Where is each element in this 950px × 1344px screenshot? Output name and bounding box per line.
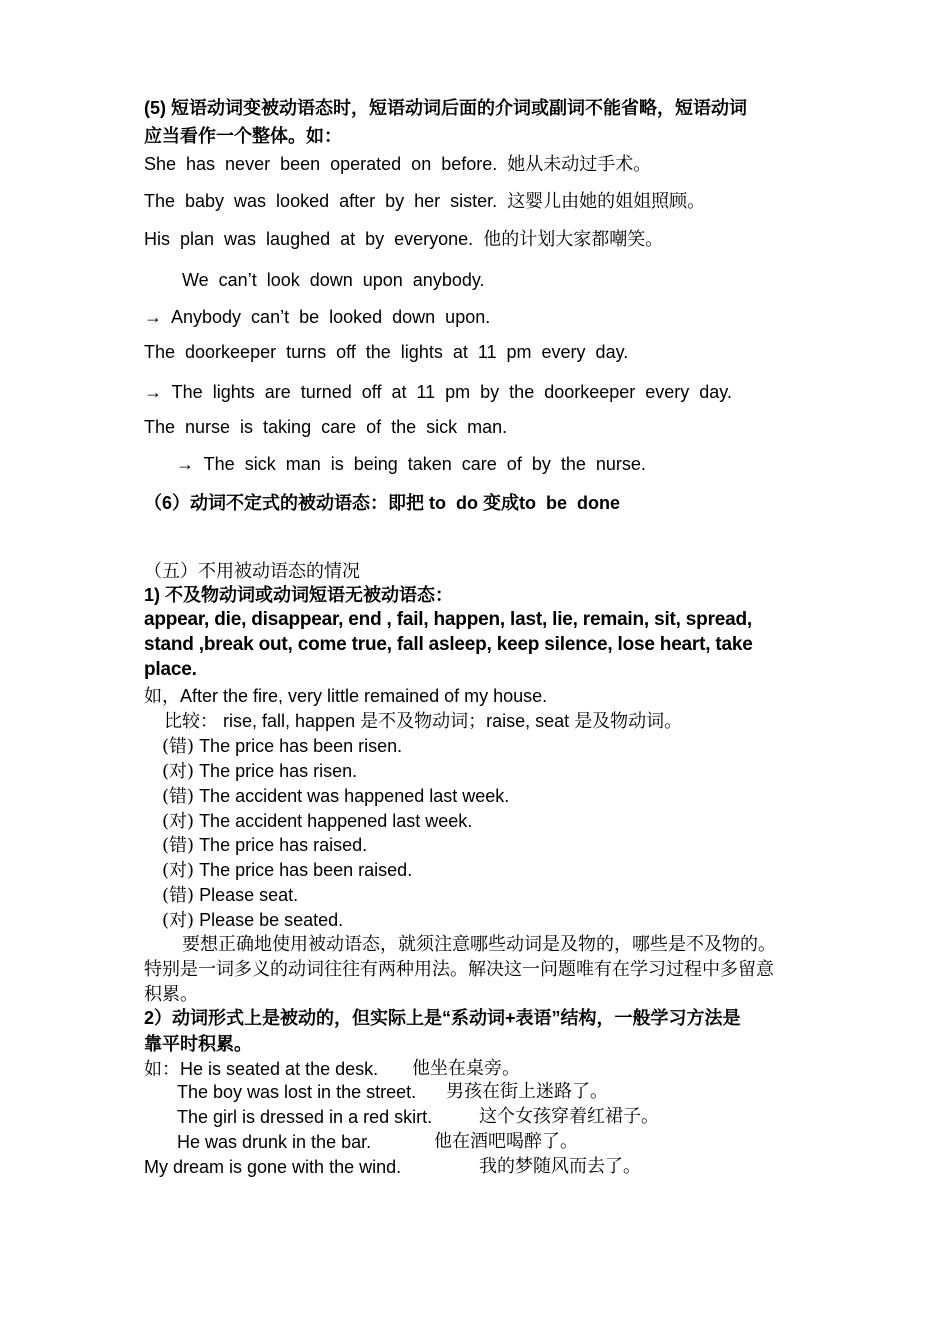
note-line: 要想正确地使用被动语态，就须注意哪些动词是及物的，哪些是不及物的。 xyxy=(182,934,776,955)
example-en: He is seated at the desk. xyxy=(180,1059,379,1079)
example-prefix: 如， xyxy=(144,686,180,707)
example-en: After the fire, very little remained of my house. xyxy=(180,686,548,706)
right-wrong-line xyxy=(162,809,472,834)
compare-cn2: 是及物动词。 xyxy=(574,711,683,732)
example-cn: 我的梦随风而去了。 xyxy=(479,1156,641,1177)
passive-sentence: → The lights are turned off at 11 pm by the doorkeeper every day. xyxy=(144,382,732,402)
example-prefix: 如： xyxy=(144,1059,180,1080)
example-cn: 他坐在桌旁。 xyxy=(412,1058,520,1079)
verb-list-line: stand ,break out, come true, fall asleep, keep silence, lose heart, take xyxy=(144,634,753,655)
right-wrong-line xyxy=(162,908,343,933)
sentence: The price has been raised. xyxy=(199,860,413,880)
passive-sentence: → The sick man is being taken care of by the nurse. xyxy=(176,454,646,474)
sentence: The price has raised. xyxy=(199,835,368,855)
example-en: The baby was looked after by her sister. xyxy=(144,191,498,211)
compare-cn1: 是不及物动词； xyxy=(360,711,487,732)
example-en: The girl is dressed in a red skirt. xyxy=(177,1107,433,1127)
point2-heading-line2: 靠平时积累。 xyxy=(144,1034,252,1054)
right-wrong-line xyxy=(162,833,367,858)
passive-sentence: → Anybody can’t be looked down upon. xyxy=(144,307,491,327)
section6-heading xyxy=(144,491,620,515)
note-line: 特别是一词多义的动词往往有两种用法。解决这一问题唯有在学习过程中多留意 xyxy=(144,959,774,980)
example-en: He was drunk in the bar. xyxy=(177,1132,372,1152)
mark-wrong: (错) xyxy=(162,835,195,856)
point1-num: 1) xyxy=(144,585,161,605)
mark-wrong: (错) xyxy=(162,885,195,906)
example-en: My dream is gone with the wind. xyxy=(144,1157,402,1177)
right-wrong-line xyxy=(162,759,357,784)
compare-en2: raise, seat xyxy=(486,711,570,731)
section6-prefix: （6）动词不定式的被动语态：即把 xyxy=(144,493,425,513)
section5-heading-num: (5) xyxy=(144,98,166,118)
example-cn: 她从未动过手术。 xyxy=(507,154,652,175)
right-wrong-line xyxy=(162,858,412,883)
example-sentence xyxy=(144,189,705,214)
sentence: The accident was happened last week. xyxy=(199,786,510,806)
section6-from: to do xyxy=(429,493,479,513)
sentence: The price has risen. xyxy=(199,761,358,781)
section5-heading-text: 短语动词变被动语态时，短语动词后面的介词或副词不能省略，短语动词 xyxy=(171,98,748,118)
right-wrong-line xyxy=(162,734,402,759)
point1-heading xyxy=(144,583,453,607)
mark-right: (对) xyxy=(162,811,195,832)
sentence: The accident happened last week. xyxy=(199,811,473,831)
mark-wrong: (错) xyxy=(162,786,195,807)
section6-to: to be done xyxy=(519,493,621,513)
example-en: She has never been operated on before. xyxy=(144,154,498,174)
point2-heading-line1: 2）动词形式上是被动的，但实际上是“系动词+表语”结构，一般学习方法是 xyxy=(144,1008,741,1028)
active-sentence: The nurse is taking care of the sick man. xyxy=(144,417,508,437)
example-sentence xyxy=(144,227,663,252)
right-wrong-line xyxy=(162,883,298,908)
note-line: 积累。 xyxy=(144,984,198,1005)
right-wrong-line xyxy=(162,784,509,809)
sentence: The price has been risen. xyxy=(199,736,403,756)
section5-heading-line1 xyxy=(144,96,747,120)
example-cn: 他的计划大家都嘲笑。 xyxy=(483,229,664,250)
active-sentence: The doorkeeper turns off the lights at 11 pm every day. xyxy=(144,342,629,362)
example-en: His plan was laughed at by everyone. xyxy=(144,229,474,249)
compare-en1: rise, fall, happen xyxy=(223,711,356,731)
compare-label: 比较： xyxy=(164,711,218,732)
mark-wrong: (错) xyxy=(162,736,195,757)
example-cn: 男孩在街上迷路了。 xyxy=(446,1081,608,1102)
mark-right: (对) xyxy=(162,761,195,782)
active-sentence: We can’t look down upon anybody. xyxy=(182,270,485,290)
verb-list-line: appear, die, disappear, end , fail, happen, last, lie, remain, sit, spread, xyxy=(144,609,752,630)
example-cn: 这婴儿由她的姐姐照顾。 xyxy=(507,191,706,212)
point1-example xyxy=(144,684,547,709)
example-sentence xyxy=(144,152,651,177)
point2-example xyxy=(144,1057,378,1082)
example-cn: 这个女孩穿着红裙子。 xyxy=(479,1106,659,1127)
compare-line xyxy=(164,709,682,734)
mark-right: (对) xyxy=(162,860,195,881)
verb-list-line: place. xyxy=(144,659,197,680)
sentence: Please be seated. xyxy=(199,910,344,930)
section5-heading-line2: 应当看作一个整体。如： xyxy=(144,126,342,146)
sentence: Please seat. xyxy=(199,885,299,905)
mark-right: (对) xyxy=(162,910,195,931)
example-cn: 他在酒吧喝醉了。 xyxy=(434,1131,578,1152)
point1-heading-text: 不及物动词或动词短语无被动语态： xyxy=(165,585,454,605)
section6-mid: 变成 xyxy=(483,493,520,513)
example-en: The boy was lost in the street. xyxy=(177,1082,417,1102)
part5-title: （五）不用被动语态的情况 xyxy=(144,561,360,582)
